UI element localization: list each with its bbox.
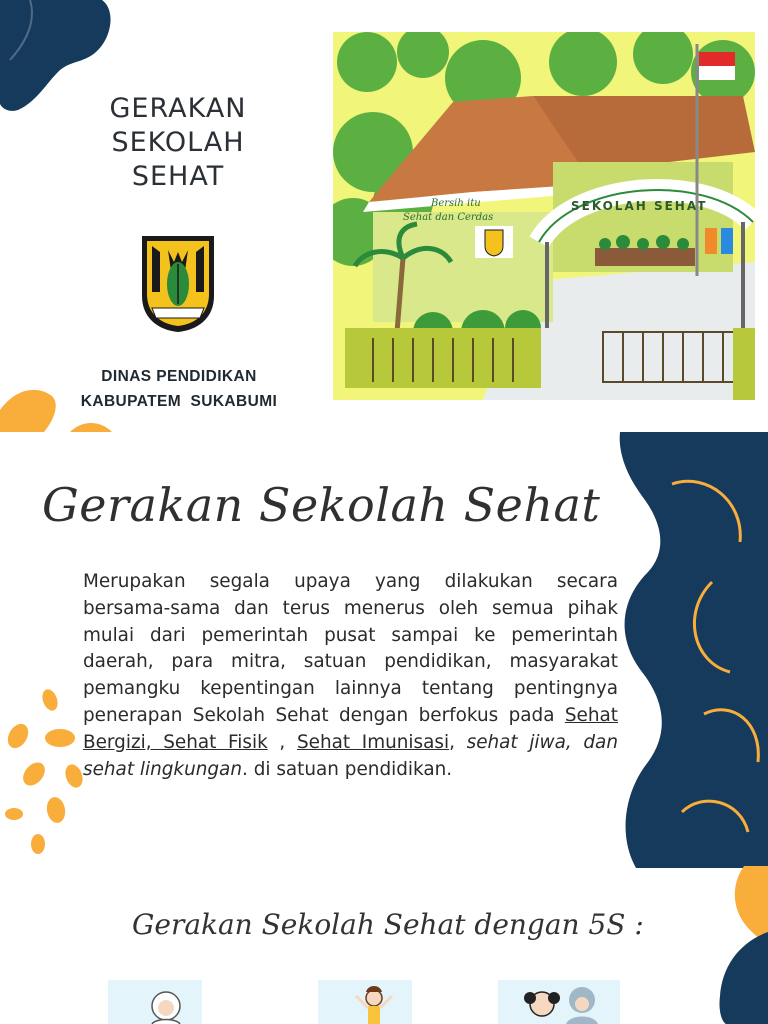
thumbnail-child-exercise [318,980,412,1024]
arch-sign-text: SEKOLAH SEHAT [571,199,708,213]
navy-blob-right [612,432,768,868]
orange-dots [0,686,90,856]
thumbnail-children-group [498,980,620,1024]
paragraph-intro: Merupakan segala upaya yang dilakukan secara bersama-sama dan terus menerus oleh semua pihak mulai dari pemerintah pusat sampai ke pemerintah daerah, para mitra, satuan pendidikan, masyarakat pemangku kepentingan lainnya tentang pentingnya penerapan Sekolah Sehat dengan berfokus pada [83,571,618,726]
highlight-sehat-imunisasi: Sehat Imunisasi [296,731,450,753]
header-title-line: SEKOLAH [111,127,245,158]
section-title: Gerakan Sekolah Sehat [42,478,601,532]
header-title [90,92,266,194]
five-s-subheading: Gerakan Sekolah Sehat dengan 5S : [132,908,644,941]
highlight-sehat-jiwa-lingkungan: sehat jiwa, dan sehat lingkungan [83,731,618,780]
wall-sign-line-2: Sehat dan Cerdas [403,212,494,223]
paragraph-separator: , [449,731,467,753]
wall-sign-line-1: Bersih itu [431,198,481,209]
organization-line: DINAS PENDIDIKAN [101,368,257,385]
sukabumi-crest-logo [138,232,218,334]
organization-line: KABUPATEM SUKABUMI [80,393,278,410]
navy-orange-blob-bottom-right [700,866,768,1024]
highlight-sehat-bergizi-fisik: Sehat Bergizi, Sehat Fisik [83,704,618,753]
healthy-school-illustration [333,32,755,400]
thumbnail-girl-hijab [108,980,202,1024]
header-title-line: GERAKAN [109,93,247,124]
paragraph-separator: , [267,731,297,753]
header-title-line: SEHAT [131,161,225,192]
paragraph-outro: . di satuan pendidikan. [242,758,453,780]
description-paragraph [83,569,618,783]
organization-name [56,364,302,414]
